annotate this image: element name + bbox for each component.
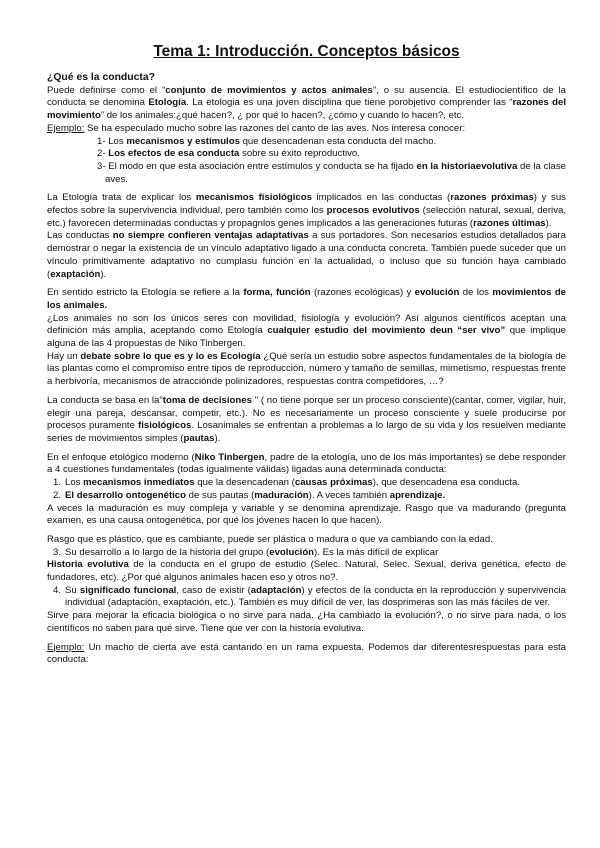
paragraph-tinbergen: En el enfoque etológico moderno (Niko Tinbergen, padre de la etología, uno de los más importantes) se debe responder a 4 cuestiones fundamentales (todas igualmente válidas) ligadas auna determinada conducta:: [47, 451, 567, 476]
paragraph-definition: Puede definirse como el “conjunto de movimientos y actos animales”, o su ausencia. El estudiocientífico de la conducta se denomina Etología. La etologia es una joven disciplina que tiene porobjetivo comprender las “razones del movimiento” de los animales:¿qué hacen?, ¿ por qué lo hacen?, ¿cómo y cuando lo hacen?, etc.: [47, 84, 567, 122]
tinbergen-list-3: [47, 547, 566, 560]
tinbergen-list: [47, 477, 566, 502]
tinbergen-list-4: [47, 585, 566, 610]
list-item: 2- Los efectos de esa conducta sobre su éxito reproductivo.: [97, 148, 360, 160]
paragraph-adaptativas: Las conductas no siempre confieren ventajas adaptativas a sus portadores. Son necesarios estudios detallados para demostrar o negar la existencia de un vínculo adaptativo ligado a una conducta concreta. También puede suceder que un vínculo primitivamente adaptativo no cumplasu función en la actualidad, o incluso que su función haya cambiado (exaptación).: [47, 230, 566, 280]
paragraph-decisiones: La conducta se basa en la"toma de decisiones " ( no tiene porque ser un proceso consciente)(cantar, comer, vigilar, huir, elegir una pareja, descansar, competir, etc.). No es necesariamente un proceso consciente y suele producirse por procesos puramente fisiológicos. Losanimales se enfrentan a problemas a lo largo de su vida y los resuelven mediante series de movimientos simples (pautas).: [47, 394, 567, 444]
section-heading: ¿Qué es la conducta?: [47, 72, 155, 83]
list-item: 3. Su desarrollo a lo largo de la historia del grupo (evolución). Es la más difícil de explicar: [53, 546, 439, 558]
page-title: Tema 1: Introducción. Conceptos básicos: [153, 43, 460, 60]
example-intro: Ejemplo: Se ha especulado mucho sobre las razones del canto de las aves. Nos interesa conocer:: [47, 122, 466, 134]
list-item: 1. Los mecanismos inmediatos que la desencadenan (causas próximas), que desencadena esa conducta.: [53, 477, 520, 489]
list-item: 3- El modo en que esta asociación entre estímulos y conducta se ha fijado en la historiaevolutiva de la clase aves.: [97, 160, 566, 185]
paragraph-eficacia: Sirve para mejorar la eficacia biológica o no sirve para nada. ¿Ha cambiado la evolución?, o no sirve para nada, o los científicos no saben para qué sirve. Tiene que ver con la historia evolutiva.: [47, 610, 566, 634]
paragraph-plastico: Rasgo que es plástico, que es cambiante, puede ser plástica o madura o que va cambiando con la edad.: [47, 533, 493, 545]
paragraph-sentido-estricto: En sentido estricto la Etología se refiere a la forma, función (razones ecológicas) y evolución de los movimientos de los animales.: [47, 287, 567, 311]
paragraph-etologia: La Etología trata de explicar los mecanismos fisiológicos implicados en las conductas (razones próximas) y sus efectos sobre la supervivencia individual, pero también como los procesos evolutivos (selección natural, sexual, deriva, etc.) favorecen determinadas conductas y propagnlos genes implicados a las generaciones futuras (razones últimas).: [47, 192, 566, 229]
list-item: 2. El desarrollo ontogenético de sus pautas (maduración). A veces también aprendizaje.: [53, 489, 446, 501]
paragraph-maduracion: A veces la maduración es muy compleja y variable y se denomina aprendizaje. Rasgo que va madurando (pregunta examen, es una causa ontogenética, por qué los jóvenes hacen lo que hacen).: [47, 502, 566, 527]
list-item: 1- Los mecanismos y estímulos que desencadenan esta conducta del macho.: [97, 135, 437, 147]
paragraph-historia-evolutiva: Historia evolutiva de la conducta en el grupo de estudio (Selec. Natural, Selec. Sexual, deriva genética, efecto de fundadores, etc). ¿Por qué algunos animales hacen eso y otros no?.: [47, 559, 566, 584]
paragraph-definicion-amplia: ¿Los animales no son los únicos seres con movilidad, fisiología y evolución? Así algunos científicos aceptan una definición más amplia, aceptando como Etología cualquier estudio del movimiento deun “ser vivo” que implique alguna de las 4 propuestas de Niko Tinbergen.: [47, 312, 566, 350]
list-item: 4. Su significado funcional, caso de existir (adaptación) y efectos de la conducta en la reproducción y supervivencia individual (adaptación, exaptación, etc.). También es muy difícil de ver, las dosprimeras son las más fáciles de ver.: [53, 584, 566, 609]
paragraph-debate: Hay un debate sobre lo que es y lo es Ecología ¿Qué sería un estudio sobre aspectos fundamentales de la biología de las plantas como el compromiso entre tipos de reproducción, número y tamaño de semillas, mimetismo, respuestas frente a herbivoría, mecanismos de atracciónde polinizadores, respuestas contra competidores, …?: [47, 350, 566, 388]
example-intro-2: Ejemplo: Un macho de cierta ave está cantando en un rama expuesta. Podemos dar diferentesrespuestas para esta conducta:: [47, 641, 566, 666]
example-list: [47, 136, 566, 187]
